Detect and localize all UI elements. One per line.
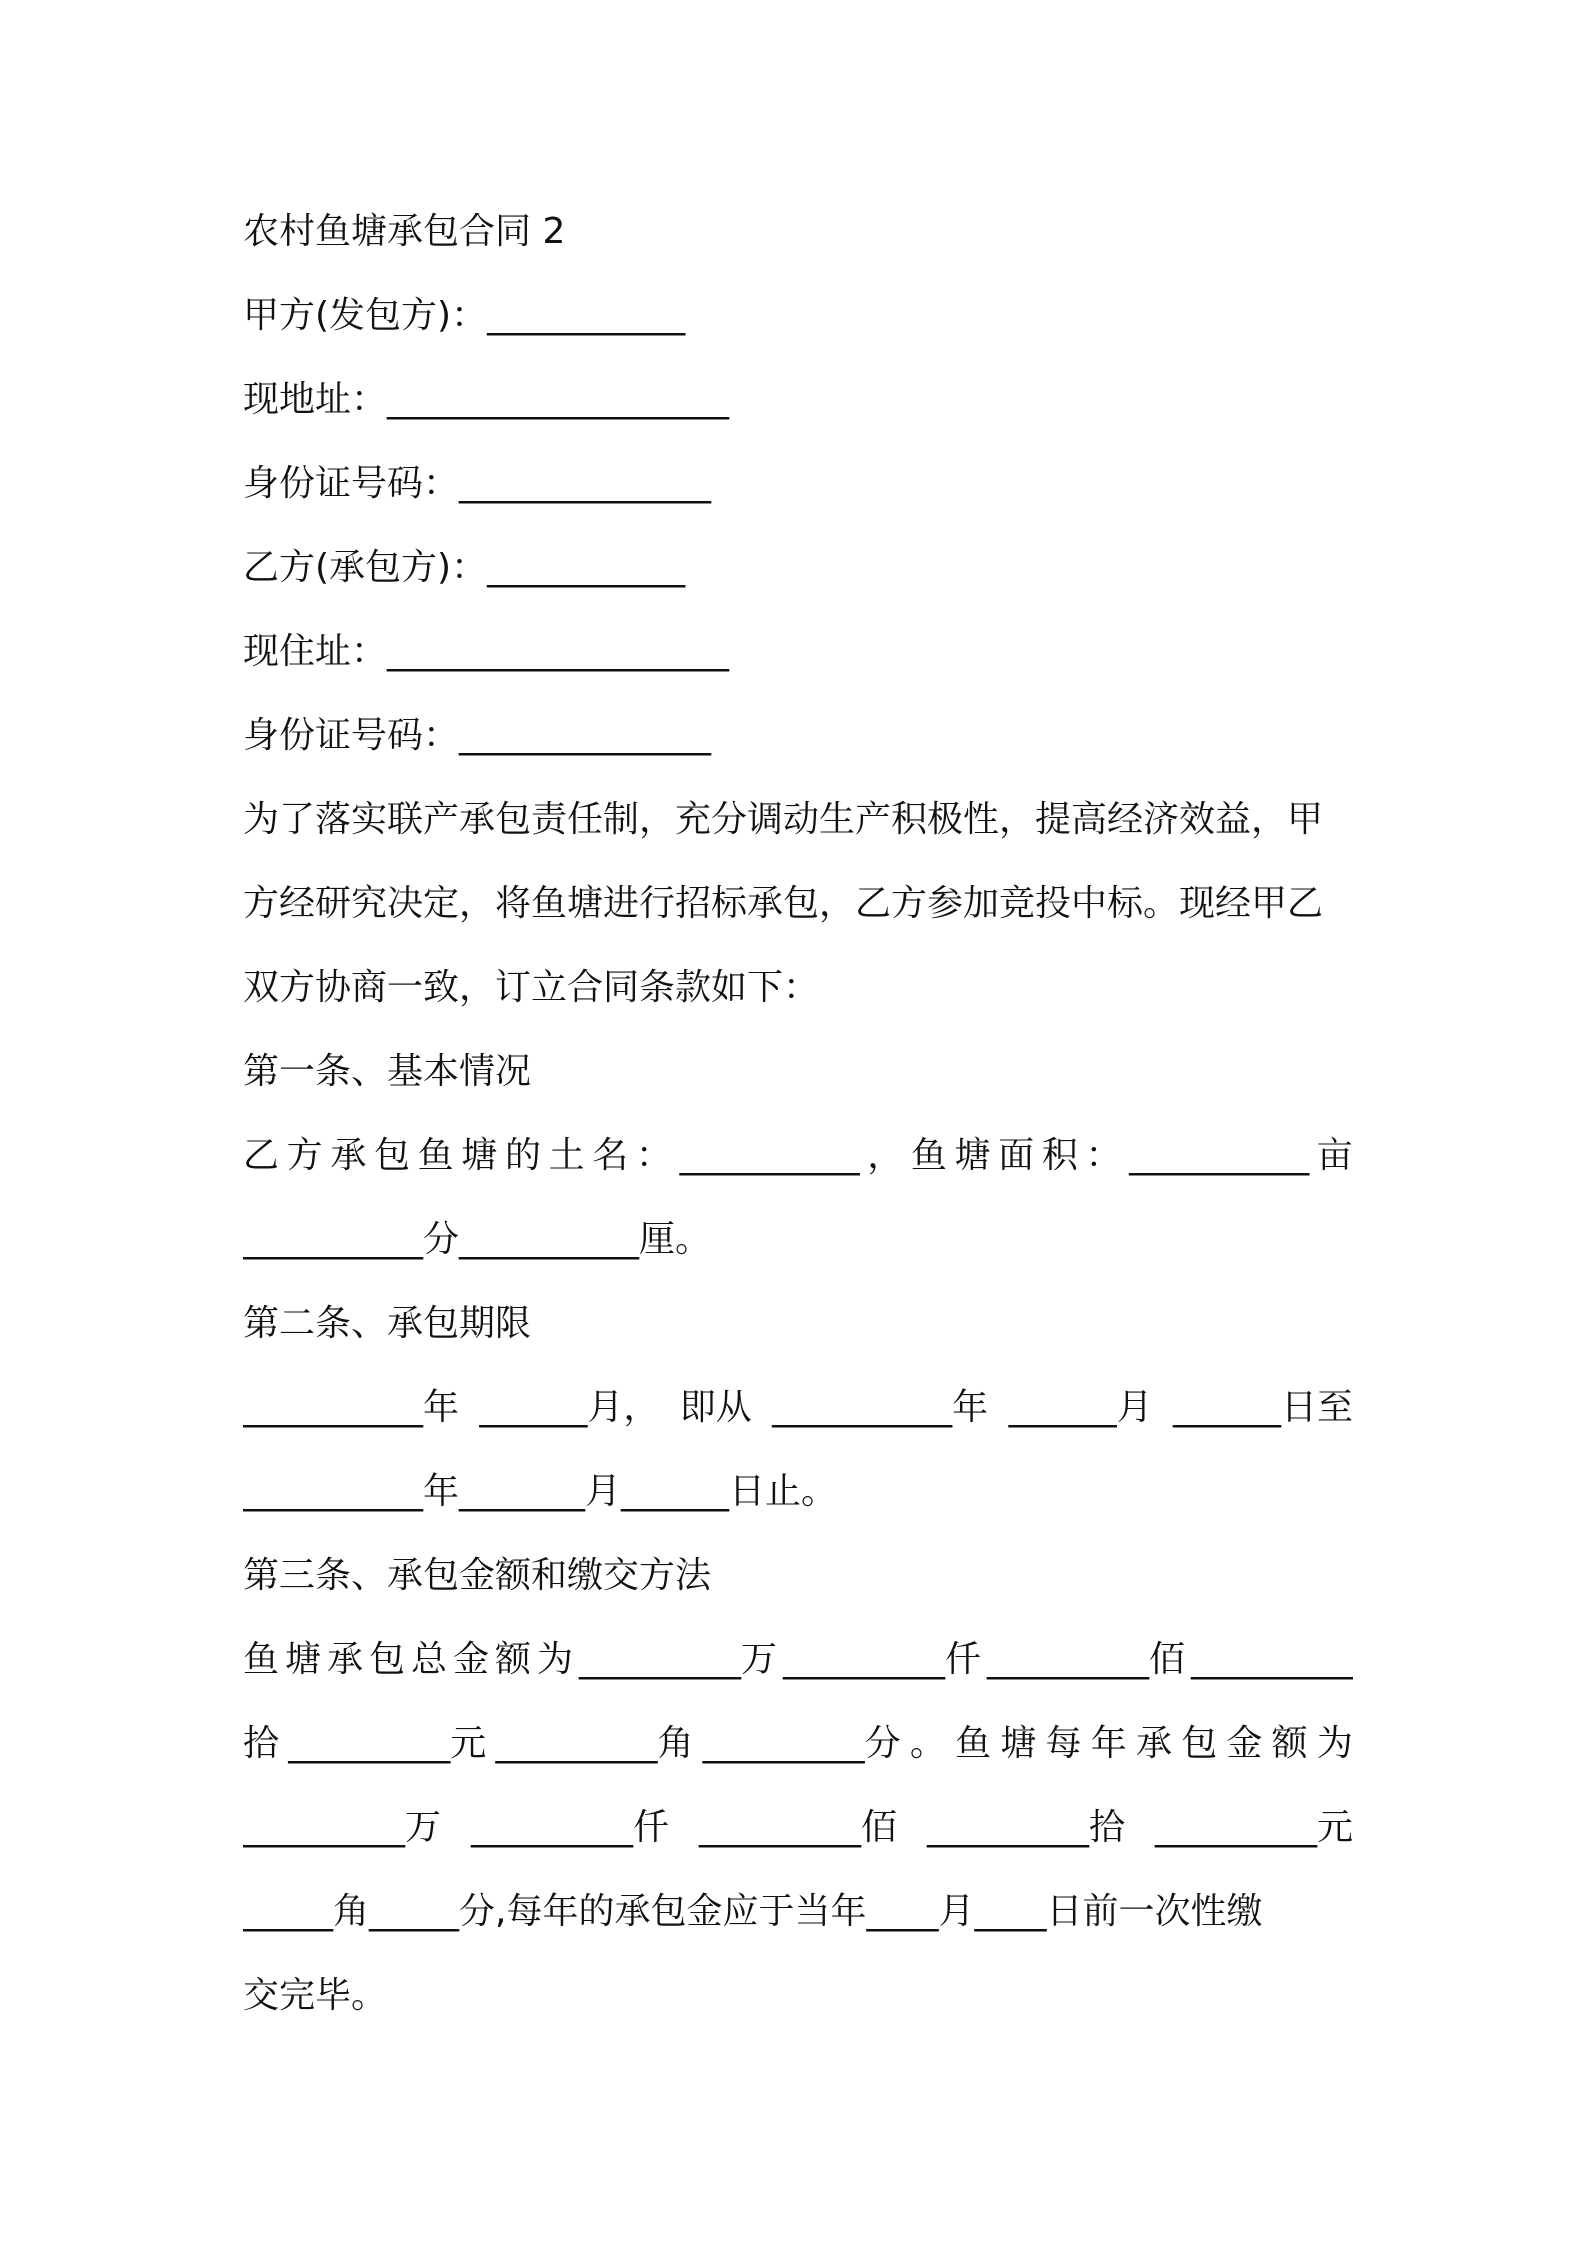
article-2-line-2: __________年_______月______日止。 — [243, 1471, 838, 1512]
article1-line1-part: 积 — [1041, 1135, 1078, 1176]
article2-line1-part: __________年 — [772, 1387, 989, 1428]
article-1-heading: 第一条、基本情况 — [243, 1051, 532, 1092]
article1-line1-part: ， — [867, 1135, 904, 1176]
article3-line2-part: 承 — [1135, 1723, 1172, 1764]
article1-line1-part: __________ — [679, 1135, 860, 1176]
article1-line1-part: ： — [1085, 1135, 1122, 1176]
article3-line1-part: _________仟 — [783, 1639, 982, 1680]
article3-line2-part: 包 — [1181, 1723, 1218, 1764]
article1-line1-part: 的 — [504, 1135, 541, 1176]
article-3-line-3 — [243, 1804, 1353, 1852]
article-1-line-1 — [243, 1132, 1353, 1180]
article1-line1-part: 鱼 — [910, 1135, 947, 1176]
article3-line1-part: _________ — [1191, 1639, 1353, 1680]
article3-line2-part: 金 — [1226, 1723, 1263, 1764]
article3-line3-part: _________元 — [1154, 1807, 1353, 1848]
preamble-line-1: 为了落实联产承包责任制，充分调动生产积极性，提高经济效益，甲 — [243, 799, 1324, 840]
article3-line2-part: 额 — [1271, 1723, 1308, 1764]
article3-line2-part: 年 — [1090, 1723, 1127, 1764]
article3-line2-part: 为 — [1316, 1723, 1353, 1764]
article-3-heading: 第三条、承包金额和缴交方法 — [243, 1555, 712, 1596]
article1-line1-part: 亩 — [1316, 1135, 1353, 1176]
article3-line2-part: 每 — [1045, 1723, 1082, 1764]
article1-line1-part: 乙 — [243, 1135, 280, 1176]
article1-line1-part: __________ — [1129, 1135, 1310, 1176]
article2-line1-part: ______月 — [1008, 1387, 1153, 1428]
article3-line1-part: 承 — [327, 1639, 364, 1680]
article1-line1-part: 面 — [998, 1135, 1035, 1176]
article1-line1-part: 包 — [373, 1135, 410, 1176]
article3-line1-part: 为 — [537, 1639, 574, 1680]
party-b-id: 身份证号码：______________ — [243, 715, 712, 756]
article2-line1-part: ______月， — [479, 1387, 660, 1428]
article3-line2-part: 鱼 — [955, 1723, 992, 1764]
party-a-name: 甲方(发包方)：___________ — [243, 295, 686, 336]
article3-line1-part: _________万 — [579, 1639, 778, 1680]
article3-line2-part: _________分 — [702, 1723, 901, 1764]
article-3-line-1 — [243, 1636, 1353, 1684]
article3-line3-part: _________仟 — [470, 1807, 669, 1848]
article3-line3-part: _________佰 — [698, 1807, 897, 1848]
article3-line3-part: _________拾 — [926, 1807, 1125, 1848]
party-a-id: 身份证号码：______________ — [243, 463, 712, 504]
article1-line1-part: 塘 — [461, 1135, 498, 1176]
article-3-line-4: _____角_____分,每年的承包金应于当年____月____日前一次性缴 — [243, 1891, 1263, 1932]
article3-line3-part: _________万 — [243, 1807, 442, 1848]
article2-line1-part: __________年 — [243, 1387, 460, 1428]
article3-line1-part: 塘 — [285, 1639, 322, 1680]
article3-line2-part: _________角 — [495, 1723, 694, 1764]
article3-line1-part: _________佰 — [987, 1639, 1186, 1680]
article-3-line-5: 交完毕。 — [243, 1975, 388, 2016]
article1-line1-part: 土 — [548, 1135, 585, 1176]
article1-line1-part: 塘 — [954, 1135, 991, 1176]
article1-line1-part: 名 — [592, 1135, 629, 1176]
article-1-line-2: __________分__________厘。 — [243, 1219, 712, 1260]
article1-line1-part: 方 — [286, 1135, 323, 1176]
article3-line1-part: 金 — [453, 1639, 490, 1680]
article3-line1-part: 总 — [411, 1639, 448, 1680]
article3-line1-part: 包 — [369, 1639, 406, 1680]
preamble-line-3: 双方协商一致，订立合同条款如下： — [243, 967, 820, 1008]
article3-line2-part: 。 — [909, 1723, 946, 1764]
article-2-line-1 — [243, 1384, 1353, 1432]
document-title: 农村鱼塘承包合同 2 — [243, 211, 566, 252]
article3-line1-part: 鱼 — [243, 1639, 280, 1680]
article3-line2-part: 塘 — [1000, 1723, 1037, 1764]
party-a-address: 现地址：___________________ — [243, 379, 730, 420]
preamble-line-2: 方经研究决定，将鱼塘进行招标承包，乙方参加竞投中标。现经甲乙 — [243, 883, 1324, 924]
article2-line1-part: 即从 — [679, 1387, 752, 1428]
article1-line1-part: 承 — [330, 1135, 367, 1176]
article1-line1-part: ： — [635, 1135, 672, 1176]
article1-line1-part: 鱼 — [417, 1135, 454, 1176]
article3-line1-part: 额 — [495, 1639, 532, 1680]
article3-line2-part: _________元 — [288, 1723, 487, 1764]
article3-line2-part: 拾 — [243, 1723, 280, 1764]
article-3-line-2 — [243, 1720, 1353, 1768]
party-b-address: 现住址：___________________ — [243, 631, 730, 672]
article2-line1-part: ______日至 — [1172, 1387, 1353, 1428]
party-b-name: 乙方(承包方)：___________ — [243, 547, 686, 588]
article-2-heading: 第二条、承包期限 — [243, 1303, 532, 1344]
